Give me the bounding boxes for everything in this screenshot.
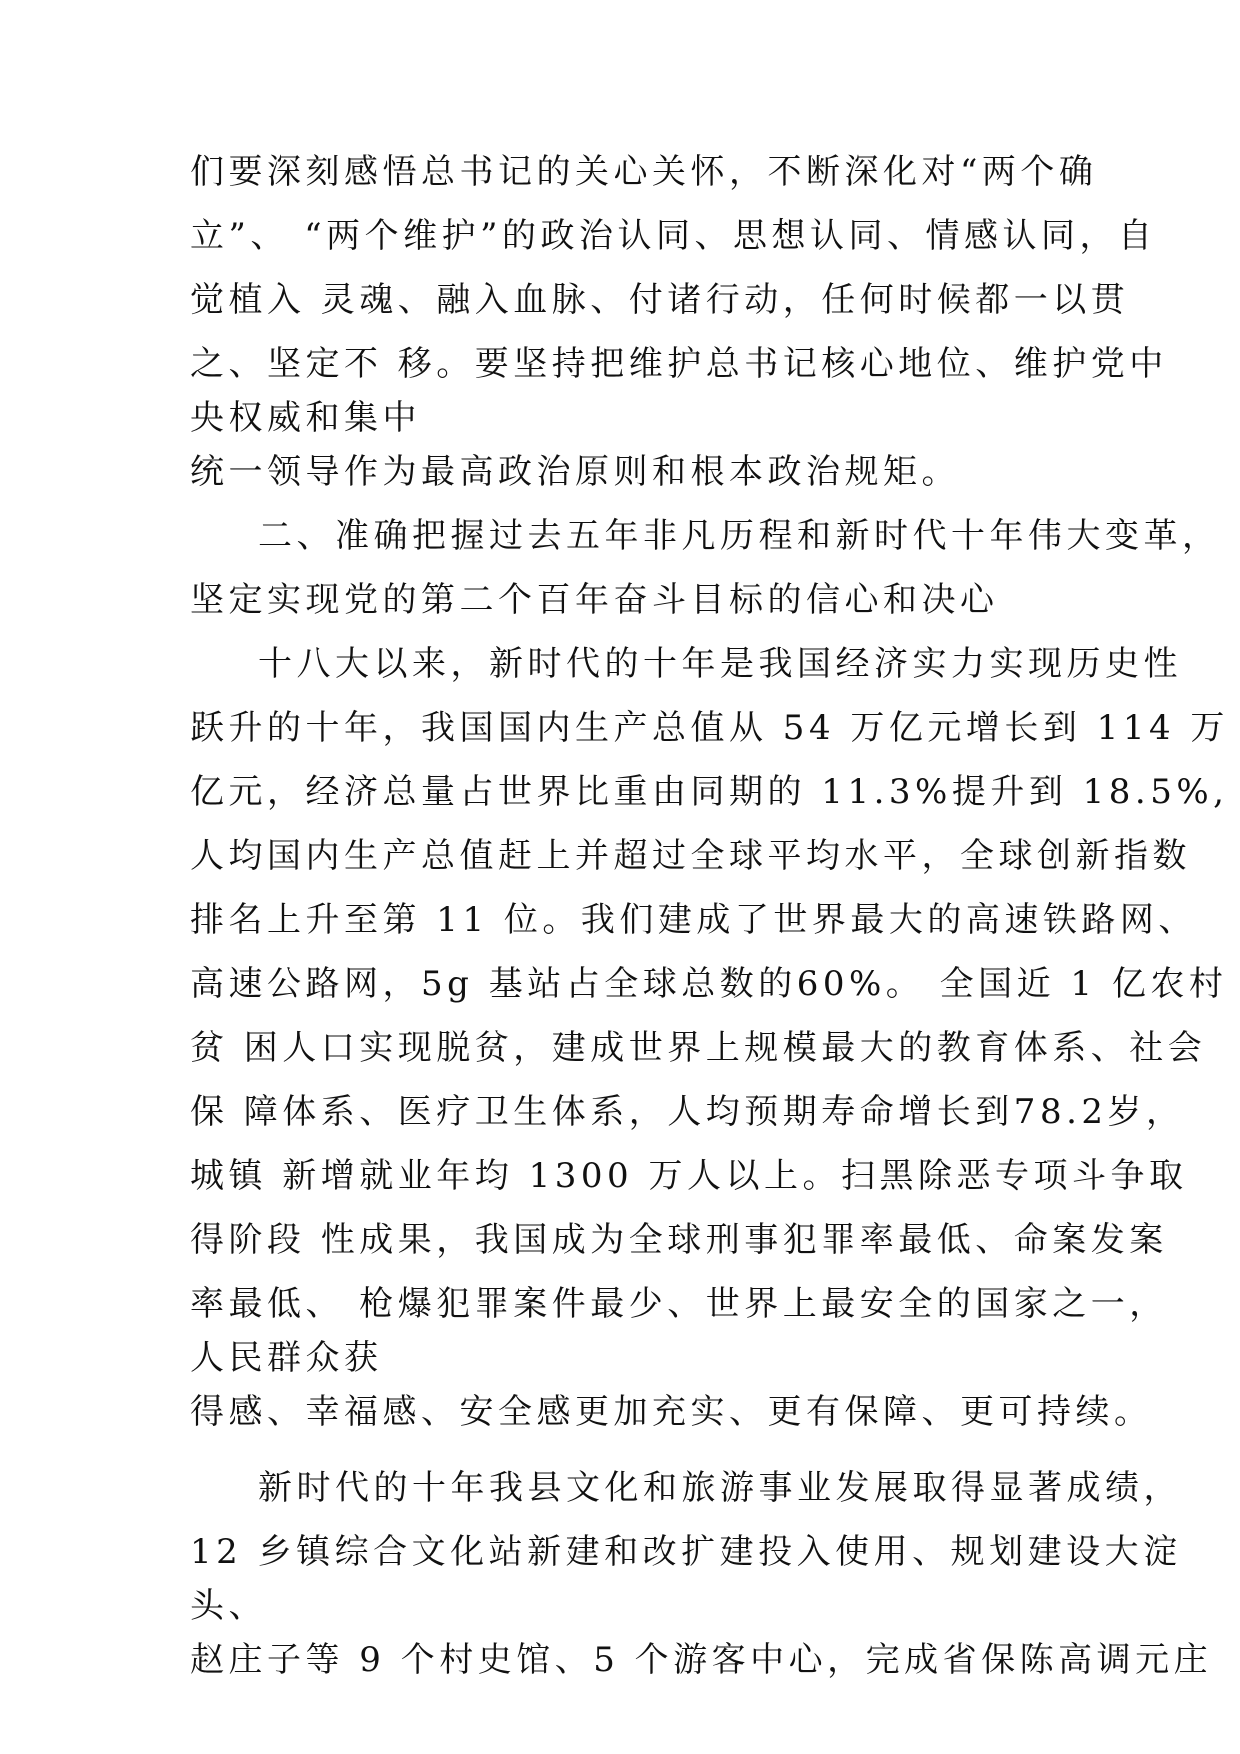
text-line-23: 12 乡镇综合文化站新建和改扩建投入使用、规划建设大淀 bbox=[190, 1532, 1182, 1572]
text-line-1: 们要深刻感悟总书记的关心关怀，不断深化对“两个确 bbox=[190, 152, 1098, 192]
text-line-16: 保 障体系、医疗卫生体系，人均预期寿命增长到78.2岁， bbox=[190, 1092, 1185, 1132]
text-line-2: 立”、 “两个维护”的政治认同、思想认同、情感认同，自 bbox=[190, 216, 1157, 256]
text-line-25: 赵庄子等 9 个村史馆、5 个游客中心，完成省保陈高调元庄 bbox=[190, 1640, 1213, 1680]
text-line-24: 头、 bbox=[190, 1586, 267, 1626]
text-line-19: 率最低、 枪爆犯罪案件最少、世界上最安全的国家之一， bbox=[190, 1284, 1168, 1324]
text-line-15: 贫 困人口实现脱贫，建成世界上规模最大的教育体系、社会 bbox=[190, 1028, 1207, 1068]
text-line-6: 统一领导作为最高政治原则和根本政治规矩。 bbox=[190, 452, 960, 492]
text-line-13: 排名上升至第 11 位。我们建成了世界最大的高速铁路网、 bbox=[190, 900, 1197, 940]
text-line-18: 得阶段 性成果，我国成为全球刑事犯罪率最低、命案发案 bbox=[190, 1220, 1168, 1260]
text-line-17: 城镇 新增就业年均 1300 万人以上。扫黑除恶专项斗争取 bbox=[190, 1156, 1188, 1196]
text-line-11: 亿元，经济总量占世界比重由同期的 11.3%提升到 18.5%, bbox=[190, 772, 1229, 812]
section-heading-line-1: 二、准确把握过去五年非凡历程和新时代十年伟大变革， bbox=[258, 516, 1221, 556]
text-line-5: 央权威和集中 bbox=[190, 398, 421, 438]
text-line-4: 之、坚定不 移。要坚持把维护总书记核心地位、维护党中 bbox=[190, 344, 1168, 384]
text-line-20: 人民群众获 bbox=[190, 1338, 383, 1378]
text-line-14: 高速公路网，5g 基站占全球总数的60%。 全国近 1 亿农村 bbox=[190, 964, 1228, 1004]
text-line-12: 人均国内生产总值赶上并超过全球平均水平，全球创新指数 bbox=[190, 836, 1191, 876]
text-line-22: 新时代的十年我县文化和旅游事业发展取得显著成绩， bbox=[258, 1468, 1182, 1508]
text-line-21: 得感、幸福感、安全感更加充实、更有保障、更可持续。 bbox=[190, 1392, 1153, 1432]
text-line-3: 觉植入 灵魂、融入血脉、付诸行动，任何时候都一以贯 bbox=[190, 280, 1130, 320]
text-line-9: 十八大以来，新时代的十年是我国经济实力实现历史性 bbox=[258, 644, 1182, 684]
text-line-10: 跃升的十年，我国国内生产总值从 54 万亿元增长到 114 万 bbox=[190, 708, 1229, 748]
section-heading-line-2: 坚定实现党的第二个百年奋斗目标的信心和决心 bbox=[190, 580, 999, 620]
